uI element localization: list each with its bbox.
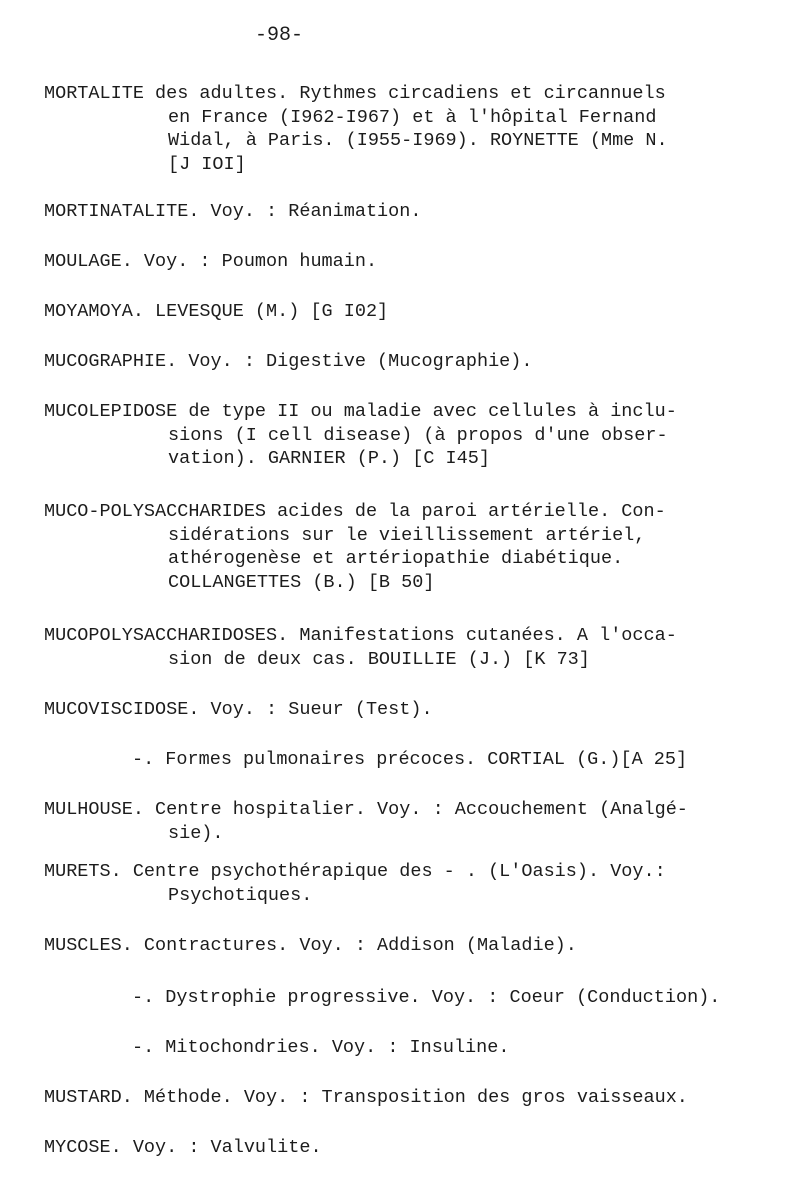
entry-line: MULHOUSE. Centre hospitalier. Voy. : Accouchement (Analgé- (44, 799, 688, 820)
entry-line: -. Formes pulmonaires précoces. CORTIAL (G.)[A 25] (132, 749, 688, 770)
entry-mycose (44, 1136, 764, 1160)
entry-mucolepidose (44, 400, 764, 471)
entry-line: Psychotiques. (168, 884, 313, 906)
entry-moyamoya (44, 300, 764, 324)
entry-line: sions (I cell disease) (à propos d'une obser- (168, 424, 668, 446)
entry-line: MUSTARD. Méthode. Voy. : Transposition des gros vaisseaux. (44, 1087, 688, 1108)
entry-line: MUCO-POLYSACCHARIDES acides de la paroi artérielle. Con- (44, 501, 666, 522)
entry-line: MOYAMOYA. LEVESQUE (M.) [G I02] (44, 301, 389, 322)
entry-mucographie (44, 350, 764, 374)
entry-line: MUCOLEPIDOSE de type II ou maladie avec cellules à inclu- (44, 401, 677, 422)
entry-line: MUCOGRAPHIE. Voy. : Digestive (Mucographie). (44, 351, 533, 372)
entry-line: COLLANGETTES (B.) [B 50] (168, 571, 435, 593)
entry-muscles-sub-1 (44, 986, 764, 1010)
entry-line: en France (I962-I967) et à l'hôpital Fernand (168, 106, 657, 128)
entry-line: -. Mitochondries. Voy. : Insuline. (132, 1037, 510, 1058)
entry-line: MYCOSE. Voy. : Valvulite. (44, 1137, 322, 1158)
entry-mucoviscidose (44, 698, 764, 722)
entry-line: Widal, à Paris. (I955-I969). ROYNETTE (Mme N. (168, 130, 668, 151)
entry-line: MOULAGE. Voy. : Poumon humain. (44, 251, 378, 272)
entry-line: MUCOVISCIDOSE. Voy. : Sueur (Test). (44, 699, 433, 720)
entry-line: athérogenèse et artériopathie diabétique. (168, 548, 624, 569)
entry-line: sion de deux cas. BOUILLIE (J.) [K 73] (168, 648, 590, 670)
entry-murets (44, 860, 764, 907)
entry-line: sidérations sur le vieillissement artériel, (168, 524, 646, 546)
entry-line: MORTALITE des adultes. Rythmes circadiens et circannuels (44, 83, 666, 104)
entry-mortalite (44, 82, 764, 176)
entry-line: MUSCLES. Contractures. Voy. : Addison (Maladie). (44, 935, 577, 956)
entry-line: MURETS. Centre psychothérapique des - . (L'Oasis). Voy.: (44, 861, 666, 882)
entry-mucoviscidose-sub (44, 748, 764, 772)
entry-line: MUCOPOLYSACCHARIDOSES. Manifestations cutanées. A l'occa- (44, 625, 677, 646)
entry-muscles-sub-2 (44, 1036, 764, 1060)
entry-mucopolysaccharidoses (44, 624, 764, 671)
entry-moulage (44, 250, 764, 274)
entry-muscles (44, 934, 764, 958)
entry-mulhouse (44, 798, 764, 845)
entry-line: MORTINATALITE. Voy. : Réanimation. (44, 201, 422, 222)
entry-line: -. Dystrophie progressive. Voy. : Coeur (Conduction). (132, 987, 721, 1008)
entry-line: sie). (168, 822, 224, 844)
page-number: -98- (255, 24, 304, 47)
entry-line: [J IOI] (168, 153, 246, 175)
entry-mustard (44, 1086, 764, 1110)
entry-line: vation). GARNIER (P.) [C I45] (168, 448, 490, 469)
entry-mortinatalite (44, 200, 764, 224)
entry-muco-polysaccharides (44, 500, 764, 594)
